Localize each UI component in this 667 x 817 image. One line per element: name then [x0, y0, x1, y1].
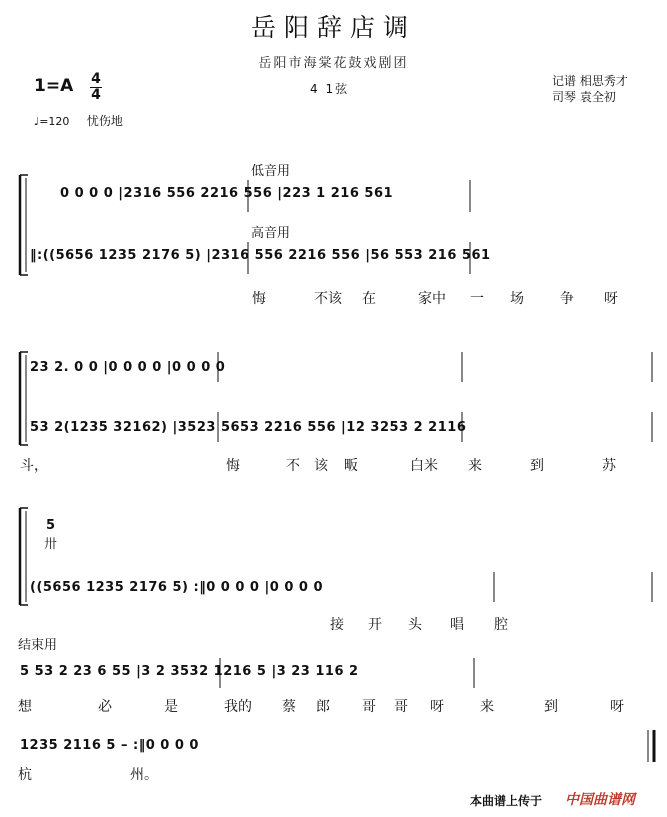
site-logo[interactable]: 中国曲谱网 [565, 792, 635, 808]
interlude-number: 5 [46, 518, 56, 533]
system2-lyric-7: 到 [530, 458, 544, 474]
meter-top: 4 [91, 71, 101, 87]
system4-lyric-7: 哥 [394, 699, 408, 715]
system2-lyric-5: 白米 [410, 458, 438, 474]
label-high-voice: 高音用 [251, 226, 291, 241]
string-tuning: 4 1弦 [310, 82, 350, 96]
key-signature: 1=A [34, 76, 74, 96]
system2-lyric-8: 苏 [602, 458, 616, 474]
system2-lyric-1: 悔 [226, 458, 240, 474]
upload-note: 本曲谱上传于 [470, 794, 543, 808]
system2-lyric-6: 来 [468, 458, 482, 474]
system5-lyric-1: 州。 [130, 767, 158, 783]
interlude-mark: 卅 [44, 537, 58, 552]
system2-lyric-0: 斗， [20, 458, 48, 474]
system4-lyric-11: 呀 [610, 699, 624, 715]
tempo-value: ♩=120 [34, 115, 70, 128]
system2-lyric-4: 畈 [344, 458, 358, 474]
system5-lyric-0: 杭 [18, 767, 32, 783]
expression-marking: 忧伤地 [86, 114, 123, 128]
system2-upper-notes: 23 2. 0 0 |0 0 0 0 |0 0 0 0 [30, 360, 226, 375]
system1-upper-notes: 0 0 0 0 |2316 556 2216 556 |223 1 216 561 [60, 186, 394, 201]
system3-lower-notes: ((5656 1235 2176 5) :‖0 0 0 0 |0 0 0 0 [30, 580, 324, 595]
system3-lyric-2: 头 [408, 617, 422, 633]
system1-lyric-1: 不该 [314, 291, 342, 307]
credit-notation: 记谱 相思秀才 [552, 74, 628, 88]
troupe-name: 岳阳市海棠花鼓戏剧团 [258, 56, 409, 71]
system1-lower-notes: ‖:((5656 1235 2176 5) |2316 556 2216 556 |56 553 216 561 [30, 248, 491, 263]
system4-lyric-0: 想 [18, 699, 32, 715]
system1-lyric-2: 在 [362, 291, 376, 307]
system3-lyric-3: 唱 [450, 617, 464, 633]
system3-lyric-0: 接 [330, 617, 344, 633]
page-title: 岳阳辞店调 [250, 13, 416, 42]
system4-lyric-4: 蔡 [282, 699, 296, 715]
credit-qin: 司琴 袁全初 [552, 90, 616, 104]
system3-lyric-1: 开 [368, 617, 382, 633]
system4-lyric-3: 我的 [224, 699, 252, 715]
system1-lyric-3: 家中 [418, 291, 446, 307]
system4-lyric-1: 必 [98, 699, 112, 715]
system4-lyric-9: 来 [480, 699, 494, 715]
system4-lyric-5: 郎 [316, 699, 330, 715]
system1-lyric-0: 悔 [252, 291, 266, 307]
system2-lyric-2: 不 [286, 458, 300, 474]
system4-lyric-2: 是 [164, 699, 178, 715]
system4-lyric-6: 哥 [362, 699, 376, 715]
system1-lyric-7: 呀 [604, 291, 618, 307]
system3-lyric-4: 腔 [494, 617, 508, 633]
system4-notes: 5 53 2 23 6 55 |3 2 3532 1216 5 |3 23 116 2 [20, 664, 359, 679]
system2-lyric-3: 该 [314, 458, 328, 474]
system1-lyric-6: 争 [560, 291, 574, 307]
label-ending: 结束用 [18, 638, 58, 653]
system5-notes: 1235 2116 5 – :‖0 0 0 0 [20, 738, 199, 753]
system2-lower-notes: 53 2(1235 32162) |3523 5653 2216 556 |12 3253 2 2116 [30, 420, 467, 435]
system1-lyric-4: 一 [470, 291, 484, 307]
system4-lyric-8: 呀 [430, 699, 444, 715]
meter-bottom: 4 [91, 87, 101, 103]
system4-lyric-10: 到 [544, 699, 558, 715]
system1-lyric-5: 场 [510, 291, 524, 307]
label-low-voice: 低音用 [251, 164, 291, 179]
